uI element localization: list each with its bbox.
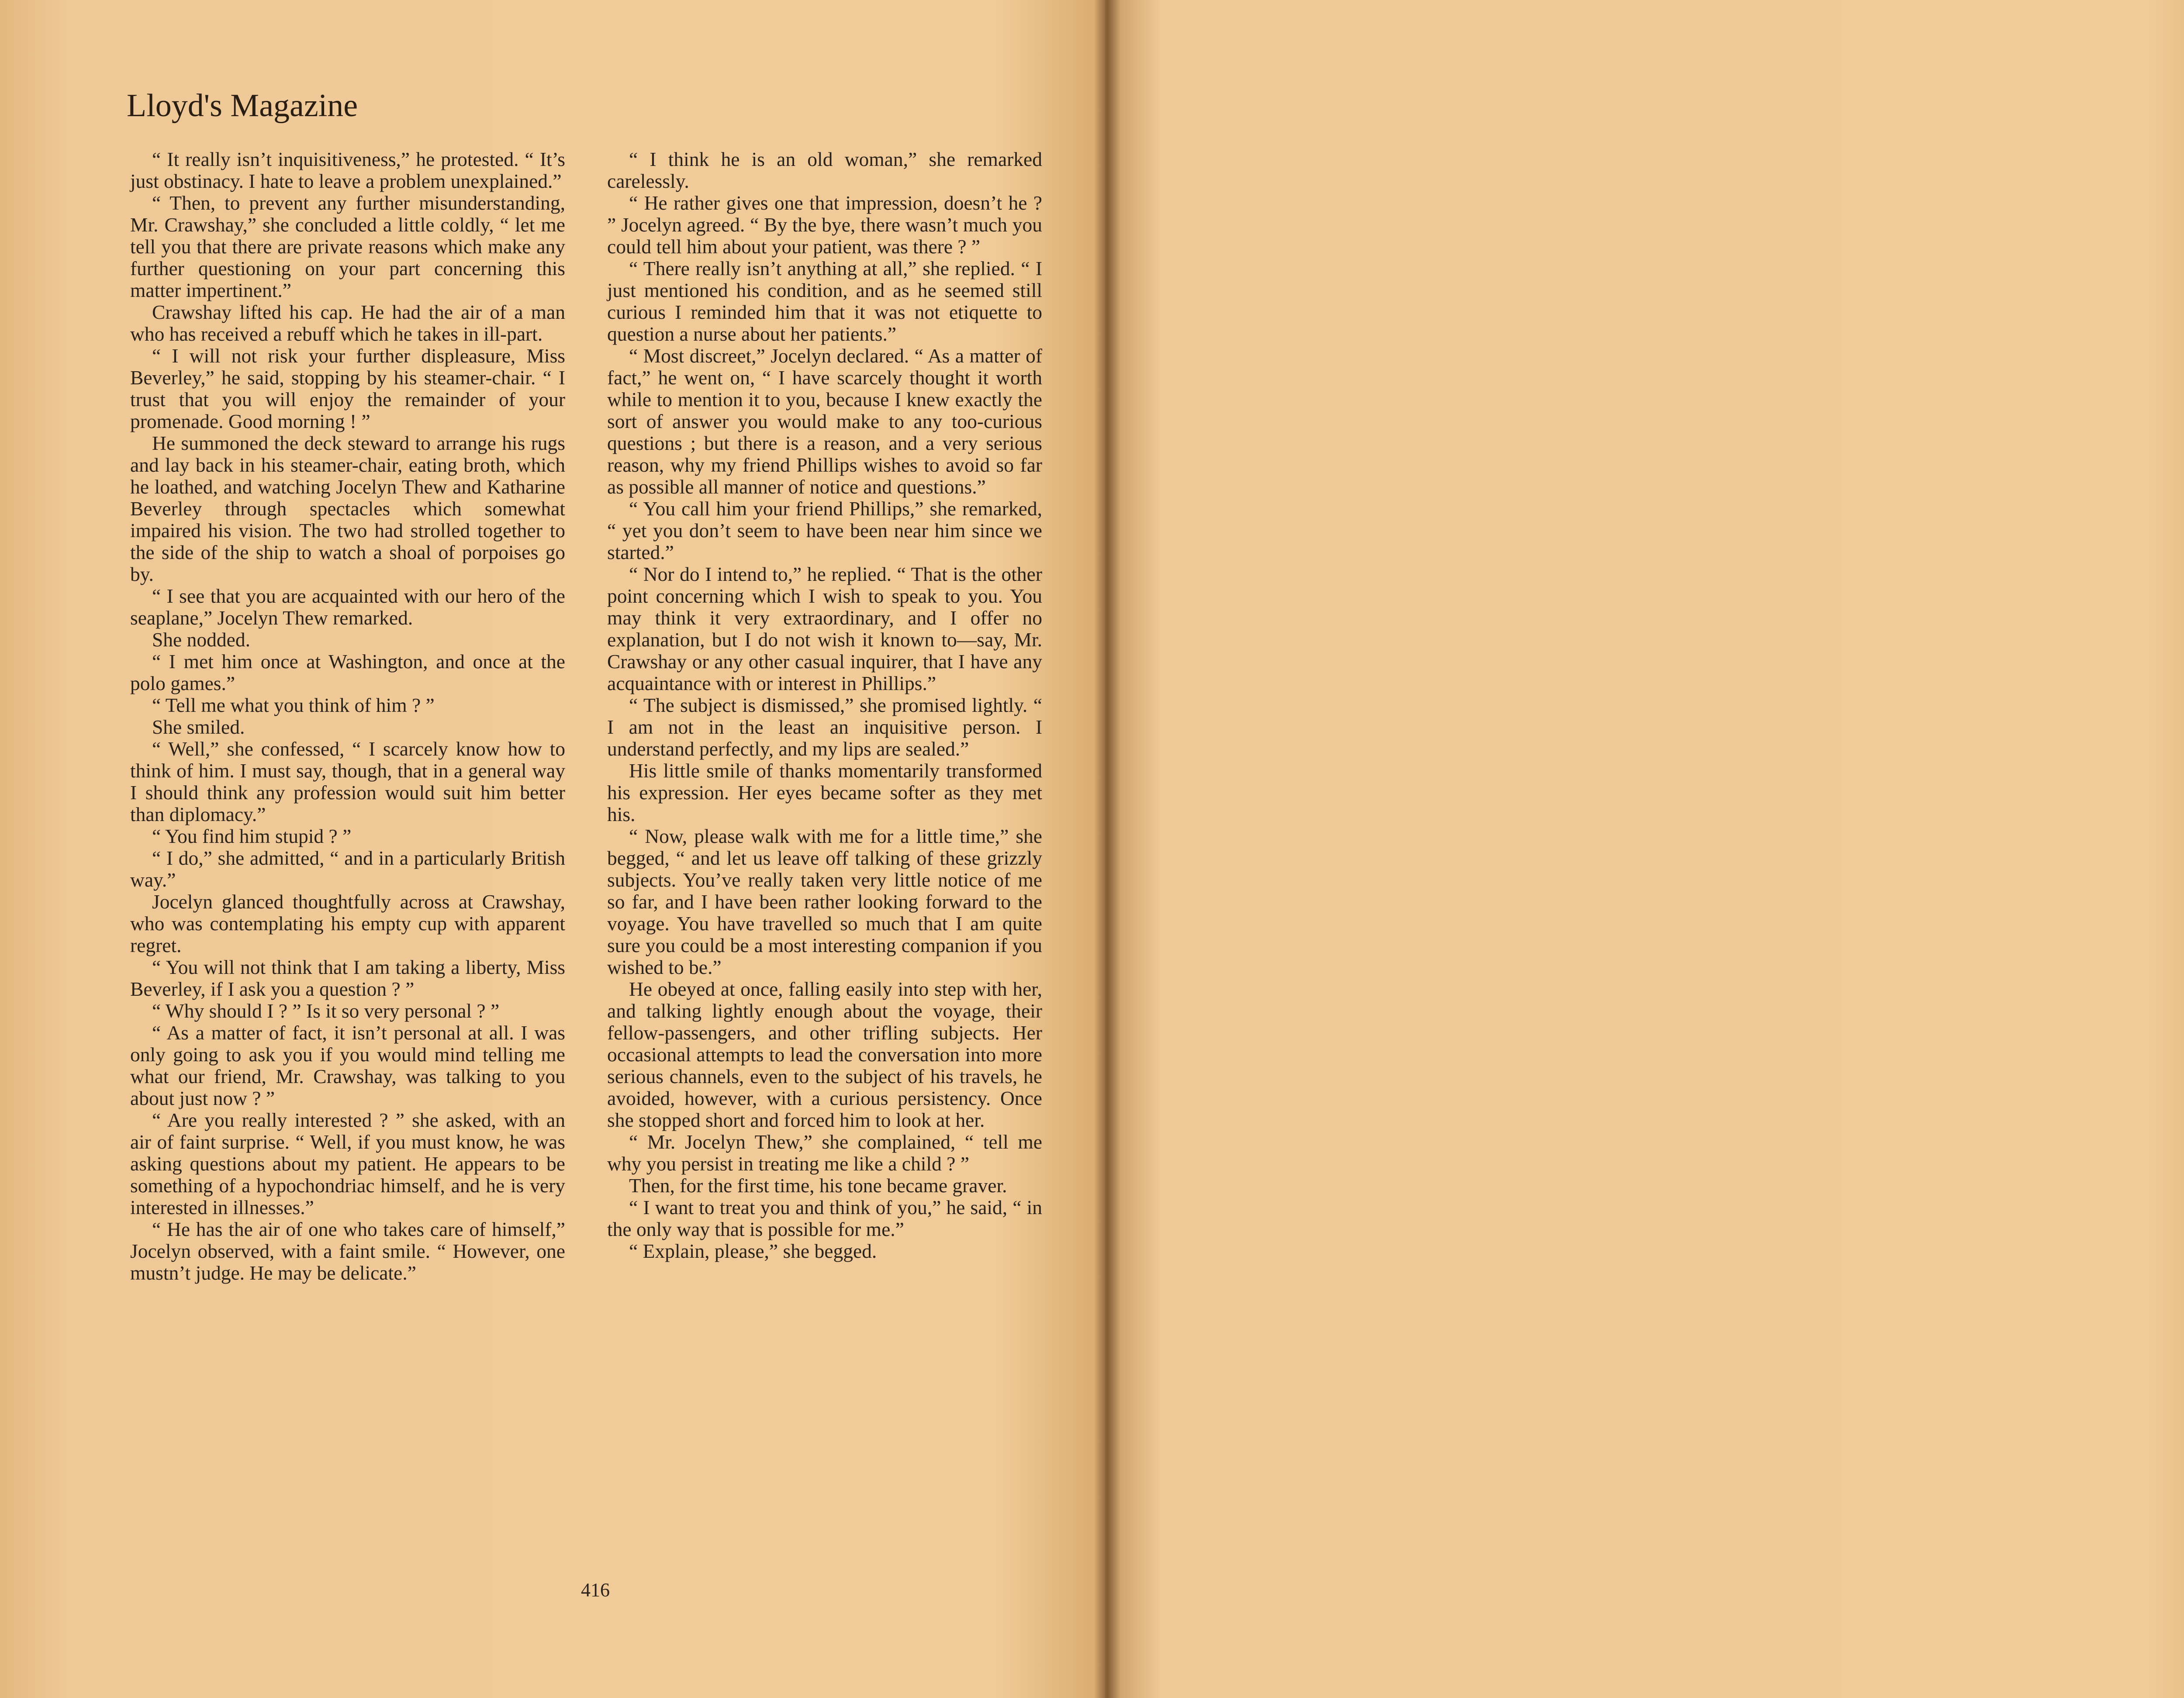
paragraph: “ He rather gives one that impression, doesn’t he ? ” Jocelyn agreed. “ By the bye, there wasn’t much you could tell him about your patient, was there ? ” [607,192,1042,258]
paragraph: “ Tell me what you think of him ? ” [152,694,435,716]
left-column-1 [130,148,565,1284]
paragraph: “ Then, to prevent any further misunderstanding, Mr. Crawshay,” she concluded a little coldly, “ let me tell you that there are private reasons which make any further questioning on your part concerning this matter impertinent.” [130,192,565,301]
paragraph: “ I do,” she admitted, “ and in a particularly British way.” [130,847,565,891]
paragraph: Then, for the first time, his tone became graver. [629,1174,1007,1197]
paragraph: His little smile of thanks momentarily transformed his expression. Her eyes became softer as they met his. [607,759,1042,825]
paragraph: “ Are you really interested ? ” she asked, with an air of faint surprise. “ Well, if you must know, he was asking questions about my patient. He appears to be something of a hypochondriac himself, and he is very interested in illnesses.” [130,1109,565,1218]
running-head-magazine: Lloyd's Magazine [127,88,358,124]
paragraph: “ Mr. Jocelyn Thew,” she complained, “ tell me why you persist in treating me like a child ? ” [607,1131,1042,1175]
book-gutter [1094,0,1120,1698]
left-column-2 [607,148,1042,1262]
paragraph: “ Now, please walk with me for a little time,” she begged, “ and let us leave off talking of these grizzly subjects. You’ve really taken very little notice of me so far, and I have been rather looking forward to the voyage. You have travelled so much that I am quite sure you could be a most interesting companion if you wished to be.” [607,825,1042,978]
paragraph: “ I want to treat you and think of you,” he said, “ in the only way that is possible for me.” [607,1196,1042,1240]
paragraph: “ Nor do I intend to,” he replied. “ That is the other point concerning which I wish to speak to you. You may think it very extraordinary, and I offer no explanation, but I do not wish it known to—say, Mr. Crawshay or any other casual inquirer, that I have any acquaintance with or interest in Phillips.” [607,563,1042,694]
paragraph: “ The subject is dismissed,” she promised lightly. “ I am not in the least an inquisitive person. I understand perfectly, and my lips are sealed.” [607,694,1042,760]
paragraph: “ I will not risk your further displeasure, Miss Beverley,” he said, stopping by his steamer-chair. “ I trust that you will enjoy the remainder of your promenade. Good morning ! ” [130,345,565,432]
paragraph: She smiled. [152,716,245,738]
paragraph: “ Explain, please,” she begged. [629,1240,877,1262]
paragraph: “ You call him your friend Phillips,” she remarked, “ yet you don’t seem to have been near him since we started.” [607,497,1042,563]
paragraph: “ Most discreet,” Jocelyn declared. “ As a matter of fact,” he went on, “ I have scarcely thought it worth while to mention it to you, because I knew exactly the sort of answer you would make to any too-curious questions ; but there is a reason, and a very serious reason, why my friend Phillips wishes to avoid so far as possible all manner of notice and questions.” [607,345,1042,498]
paragraph: “ It really isn’t inquisitiveness,” he protested. “ It’s just obstinacy. I hate to leave a problem unexplained.” [130,148,565,192]
paragraph: He obeyed at once, falling easily into step with her, and talking lightly enough about the voyage, their fellow-passengers, and other trifling subjects. Her occasional attempts to lead the conversation into more serious channels, even to the subject of his travels, he avoided, however, with a curious persistency. Once she stopped short and forced him to look at her. [607,978,1042,1131]
paragraph: “ I see that you are acquainted with our hero of the seaplane,” Jocelyn Thew remarked. [130,585,565,629]
paragraph: “ Why should I ? ” Is it so very personal ? ” [152,1000,500,1022]
paragraph: “ You will not think that I am taking a liberty, Miss Beverley, if I ask you a question ? ” [130,956,565,1000]
paragraph: “ You find him stupid ? ” [152,825,352,847]
right-page [1105,0,2184,1698]
paragraph: “ I think he is an old woman,” she remarked carelessly. [607,148,1042,192]
paragraph: “ There really isn’t anything at all,” she replied. “ I just mentioned his condition, and as he seemed still curious I reminded him that it was not etiquette to question a nurse about her patients.” [607,257,1042,345]
paragraph: Jocelyn glanced thoughtfully across at Crawshay, who was contemplating his empty cup with apparent regret. [130,890,565,956]
paragraph: “ He has the air of one who takes care of himself,” Jocelyn observed, with a faint smile. “ However, one mustn’t judge. He may be delicate.” [130,1218,565,1284]
paragraph: He summoned the deck steward to arrange his rugs and lay back in his steamer-chair, eating broth, which he loathed, and watching Jocelyn Thew and Katharine Beverley through spectacles which somewhat impaired his vision. The two had strolled together to the side of the ship to watch a shoal of porpoises go by. [130,432,565,585]
paragraph: “ I met him once at Washington, and once at the polo games.” [130,650,565,694]
paragraph: “ Well,” she confessed, “ I scarcely know how to think of him. I must say, though, that in a general way I should think any profession would suit him better than diplomacy.” [130,738,565,825]
paragraph: Crawshay lifted his cap. He had the air of a man who has received a rebuff which he takes in ill-part. [130,301,565,345]
page-number-left: 416 [581,1579,610,1601]
paragraph: “ As a matter of fact, it isn’t personal at all. I was only going to ask you if you would mind telling me what our friend, Mr. Crawshay, was talking to you about just now ? ” [130,1022,565,1109]
paragraph: She nodded. [152,628,250,651]
